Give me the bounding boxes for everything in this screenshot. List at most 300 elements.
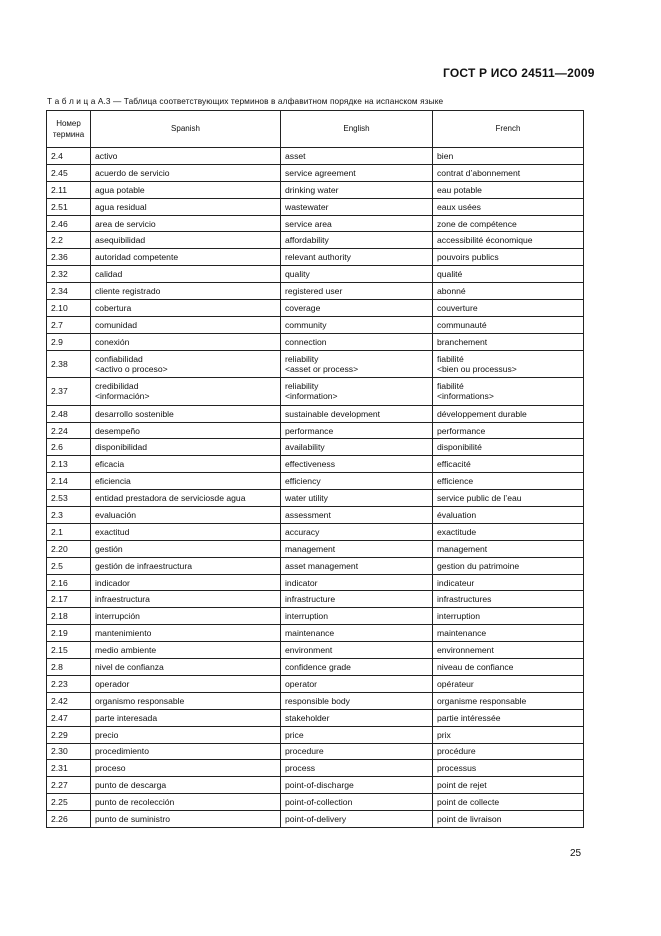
column-header-french: French xyxy=(433,111,584,148)
term-text: efficiency xyxy=(285,476,321,487)
english-term-cell xyxy=(281,490,433,507)
table-row xyxy=(47,148,584,165)
table-row xyxy=(47,794,584,811)
table-row xyxy=(47,405,584,422)
french-term-cell xyxy=(433,642,584,659)
term-text: agua residual xyxy=(95,201,147,212)
table-row xyxy=(47,456,584,473)
table-row xyxy=(47,283,584,300)
term-text: point de rejet xyxy=(437,780,487,791)
french-term-cell xyxy=(433,148,584,165)
term-text: <informations> xyxy=(437,391,494,402)
term-text: area de servicio xyxy=(95,218,156,229)
term-number-cell: 2.6 xyxy=(47,439,91,456)
french-term-cell xyxy=(433,794,584,811)
term-number-cell: 2.18 xyxy=(47,608,91,625)
spanish-term-cell xyxy=(91,249,281,266)
term-text: management xyxy=(437,543,488,554)
term-text: point de livraison xyxy=(437,814,502,824)
spanish-term-cell xyxy=(91,625,281,642)
table-row xyxy=(47,523,584,540)
table-row xyxy=(47,316,584,333)
term-text: disponibilidad xyxy=(95,442,148,453)
spanish-term-cell xyxy=(91,642,281,659)
english-term-cell xyxy=(281,266,433,283)
table-row xyxy=(47,692,584,709)
term-text: coverage xyxy=(285,302,321,313)
term-text: precio xyxy=(95,729,119,740)
terms-table xyxy=(46,110,584,828)
table-row xyxy=(47,378,584,406)
term-text: prix xyxy=(437,729,451,740)
spanish-term-cell xyxy=(91,574,281,591)
term-text: point de collecte xyxy=(437,797,500,808)
term-text: indicator xyxy=(285,577,318,588)
table-header-row xyxy=(47,111,584,148)
term-number-cell: 2.10 xyxy=(47,300,91,317)
table-row xyxy=(47,266,584,283)
term-text: wastewater xyxy=(285,201,329,212)
column-header-spanish: Spanish xyxy=(91,111,281,148)
french-term-cell xyxy=(433,608,584,625)
term-number-cell: 2.20 xyxy=(47,540,91,557)
french-term-cell xyxy=(433,760,584,777)
term-text: disponibilité xyxy=(437,442,482,453)
term-text: interrupción xyxy=(95,611,140,622)
term-text: eficacia xyxy=(95,459,125,470)
english-term-cell xyxy=(281,540,433,557)
french-term-cell xyxy=(433,350,584,378)
table-row xyxy=(47,760,584,777)
term-number-cell: 2.26 xyxy=(47,811,91,828)
english-term-cell xyxy=(281,422,433,439)
spanish-term-cell xyxy=(91,675,281,692)
french-term-cell xyxy=(433,439,584,456)
term-text: <asset or process> xyxy=(285,363,359,374)
french-term-cell xyxy=(433,283,584,300)
english-term-cell xyxy=(281,659,433,676)
spanish-term-cell xyxy=(91,794,281,811)
term-text: efficacité xyxy=(437,459,471,470)
french-term-cell xyxy=(433,316,584,333)
spanish-term-cell xyxy=(91,557,281,574)
column-header-number-line1: Номер xyxy=(56,119,81,128)
term-text: fiabilité xyxy=(437,381,464,392)
table-row xyxy=(47,709,584,726)
term-text: activo xyxy=(95,150,118,161)
french-term-cell xyxy=(433,557,584,574)
term-number-cell: 2.38 xyxy=(47,350,91,378)
table-row xyxy=(47,540,584,557)
english-term-cell xyxy=(281,378,433,406)
term-text: indicador xyxy=(95,577,130,588)
spanish-term-cell xyxy=(91,726,281,743)
term-number-cell: 2.47 xyxy=(47,709,91,726)
spanish-term-cell xyxy=(91,422,281,439)
term-number-cell: 2.25 xyxy=(47,794,91,811)
term-text: eau potable xyxy=(437,184,482,195)
term-text: community xyxy=(285,319,327,330)
term-text: mantenimiento xyxy=(95,628,152,639)
spanish-term-cell xyxy=(91,439,281,456)
term-text: couverture xyxy=(437,302,478,313)
english-term-cell xyxy=(281,777,433,794)
english-term-cell xyxy=(281,591,433,608)
term-number-cell: 2.2 xyxy=(47,232,91,249)
french-term-cell xyxy=(433,232,584,249)
english-term-cell xyxy=(281,608,433,625)
term-text: punto de recolección xyxy=(95,797,175,808)
term-text: partie intéressée xyxy=(437,712,501,723)
column-header-number-line2: термина xyxy=(52,130,85,139)
term-text: maintenance xyxy=(285,628,335,639)
spanish-term-cell xyxy=(91,473,281,490)
term-text: calidad xyxy=(95,269,123,280)
english-term-cell xyxy=(281,625,433,642)
term-text: cobertura xyxy=(95,302,132,313)
spanish-term-cell xyxy=(91,333,281,350)
term-number-cell: 2.11 xyxy=(47,181,91,198)
term-number-cell: 2.3 xyxy=(47,507,91,524)
english-term-cell xyxy=(281,249,433,266)
spanish-term-cell xyxy=(91,608,281,625)
term-number-cell: 2.29 xyxy=(47,726,91,743)
table-row xyxy=(47,625,584,642)
french-term-cell xyxy=(433,743,584,760)
term-text: environnement xyxy=(437,645,494,656)
spanish-term-cell xyxy=(91,405,281,422)
table-row xyxy=(47,181,584,198)
english-term-cell xyxy=(281,164,433,181)
english-term-cell xyxy=(281,439,433,456)
french-term-cell xyxy=(433,507,584,524)
table-row xyxy=(47,422,584,439)
term-text: interruption xyxy=(437,611,480,622)
term-text: fiabilité xyxy=(437,353,464,364)
term-text: indicateur xyxy=(437,577,475,588)
english-term-cell xyxy=(281,215,433,232)
table-row xyxy=(47,591,584,608)
english-term-cell xyxy=(281,523,433,540)
term-text: parte interesada xyxy=(95,712,158,723)
french-term-cell xyxy=(433,490,584,507)
english-term-cell xyxy=(281,574,433,591)
term-text: opérateur xyxy=(437,678,474,689)
term-text: registered user xyxy=(285,286,343,297)
french-term-cell xyxy=(433,523,584,540)
french-term-cell xyxy=(433,198,584,215)
term-text: maintenance xyxy=(437,628,487,639)
term-text: comunidad xyxy=(95,319,138,330)
table-row xyxy=(47,743,584,760)
table-row xyxy=(47,811,584,828)
term-text: efficience xyxy=(437,476,474,487)
french-term-cell xyxy=(433,266,584,283)
term-text: <information> xyxy=(285,391,338,402)
term-text: confidence grade xyxy=(285,661,351,672)
term-text: process xyxy=(285,763,316,774)
term-number-cell: 2.13 xyxy=(47,456,91,473)
term-text: cliente registrado xyxy=(95,286,161,297)
french-term-cell xyxy=(433,709,584,726)
english-term-cell xyxy=(281,675,433,692)
term-text: medio ambiente xyxy=(95,645,157,656)
english-term-cell xyxy=(281,473,433,490)
french-term-cell xyxy=(433,422,584,439)
spanish-term-cell xyxy=(91,777,281,794)
term-text: gestión de infraestructura xyxy=(95,560,192,571)
term-text: responsible body xyxy=(285,695,350,706)
term-text: autoridad competente xyxy=(95,252,179,263)
term-text: connection xyxy=(285,336,327,347)
spanish-term-cell xyxy=(91,283,281,300)
term-text: bien xyxy=(437,150,454,161)
column-header-english: English xyxy=(281,111,433,148)
french-term-cell xyxy=(433,456,584,473)
term-text: operator xyxy=(285,678,318,689)
term-number-cell: 2.45 xyxy=(47,164,91,181)
term-text: asequibilidad xyxy=(95,235,146,246)
term-text: water utility xyxy=(285,493,328,504)
term-text: développement durable xyxy=(437,408,527,419)
term-text: availability xyxy=(285,442,325,453)
table-row xyxy=(47,642,584,659)
english-term-cell xyxy=(281,316,433,333)
term-number-cell: 2.16 xyxy=(47,574,91,591)
english-term-cell xyxy=(281,283,433,300)
english-term-cell xyxy=(281,181,433,198)
table-row xyxy=(47,507,584,524)
spanish-term-cell xyxy=(91,456,281,473)
term-text: reliability xyxy=(285,381,319,392)
french-term-cell xyxy=(433,777,584,794)
french-term-cell xyxy=(433,333,584,350)
term-text: assessment xyxy=(285,509,331,520)
term-number-cell: 2.24 xyxy=(47,422,91,439)
term-text: <información> xyxy=(95,391,150,402)
term-text: point-of-collection xyxy=(285,797,353,808)
term-number-cell: 2.17 xyxy=(47,591,91,608)
french-term-cell xyxy=(433,726,584,743)
term-text: contrat d’abonnement xyxy=(437,167,521,178)
term-text: quality xyxy=(285,269,310,280)
english-term-cell xyxy=(281,333,433,350)
spanish-term-cell xyxy=(91,760,281,777)
term-text: procédure xyxy=(437,746,476,757)
spanish-term-cell xyxy=(91,198,281,215)
term-number-cell: 2.27 xyxy=(47,777,91,794)
term-text: <bien ou processus> xyxy=(437,363,517,374)
term-text: gestion du patrimoine xyxy=(437,560,520,571)
english-term-cell xyxy=(281,507,433,524)
term-text: procedimiento xyxy=(95,746,149,757)
table-row xyxy=(47,608,584,625)
spanish-term-cell xyxy=(91,350,281,378)
term-text: accessibilité économique xyxy=(437,235,533,246)
term-text: <activo o proceso> xyxy=(95,363,168,374)
term-text: sustainable development xyxy=(285,408,381,419)
page-number: 25 xyxy=(570,848,582,859)
term-text: service public de l’eau xyxy=(437,493,522,504)
table-row xyxy=(47,164,584,181)
term-text: organismo responsable xyxy=(95,695,185,706)
english-term-cell xyxy=(281,557,433,574)
term-number-cell: 2.30 xyxy=(47,743,91,760)
term-text: environment xyxy=(285,645,333,656)
term-text: effectiveness xyxy=(285,459,336,470)
term-number-cell: 2.4 xyxy=(47,148,91,165)
term-number-cell: 2.5 xyxy=(47,557,91,574)
english-term-cell xyxy=(281,709,433,726)
term-text: desempeño xyxy=(95,425,140,436)
spanish-term-cell xyxy=(91,181,281,198)
term-text: exactitud xyxy=(95,526,130,537)
term-text: évaluation xyxy=(437,509,477,520)
term-number-cell: 2.48 xyxy=(47,405,91,422)
french-term-cell xyxy=(433,378,584,406)
term-text: interruption xyxy=(285,611,328,622)
english-term-cell xyxy=(281,405,433,422)
term-text: niveau de confiance xyxy=(437,661,514,672)
table-row xyxy=(47,777,584,794)
spanish-term-cell xyxy=(91,148,281,165)
term-text: pouvoirs publics xyxy=(437,252,499,263)
english-term-cell xyxy=(281,794,433,811)
spanish-term-cell xyxy=(91,232,281,249)
term-number-cell: 2.19 xyxy=(47,625,91,642)
term-text: service agreement xyxy=(285,167,356,178)
table-row xyxy=(47,473,584,490)
term-text: procedure xyxy=(285,746,324,757)
english-term-cell xyxy=(281,811,433,828)
term-number-cell: 2.23 xyxy=(47,675,91,692)
term-text: conexión xyxy=(95,336,130,347)
term-text: exactitude xyxy=(437,526,477,537)
english-term-cell xyxy=(281,692,433,709)
spanish-term-cell xyxy=(91,507,281,524)
term-text: entidad prestadora de serviciosde agua xyxy=(95,493,246,504)
spanish-term-cell xyxy=(91,300,281,317)
english-term-cell xyxy=(281,148,433,165)
french-term-cell xyxy=(433,591,584,608)
term-text: relevant authority xyxy=(285,252,351,263)
term-text: zone de compétence xyxy=(437,218,517,229)
table-row xyxy=(47,574,584,591)
french-term-cell xyxy=(433,625,584,642)
table-row xyxy=(47,300,584,317)
term-text: qualité xyxy=(437,269,463,280)
term-number-cell: 2.53 xyxy=(47,490,91,507)
term-text: eaux usées xyxy=(437,201,481,212)
term-number-cell: 2.51 xyxy=(47,198,91,215)
spanish-term-cell xyxy=(91,523,281,540)
term-text: point-of-discharge xyxy=(285,780,354,791)
term-text: asset management xyxy=(285,560,359,571)
english-term-cell xyxy=(281,743,433,760)
term-text: reliability xyxy=(285,353,319,364)
term-text: acuerdo de servicio xyxy=(95,167,170,178)
term-text: communauté xyxy=(437,319,487,330)
spanish-term-cell xyxy=(91,164,281,181)
french-term-cell xyxy=(433,249,584,266)
spanish-term-cell xyxy=(91,540,281,557)
term-text: processus xyxy=(437,763,477,774)
term-number-cell: 2.8 xyxy=(47,659,91,676)
english-term-cell xyxy=(281,198,433,215)
french-term-cell xyxy=(433,300,584,317)
english-term-cell xyxy=(281,456,433,473)
term-text: infrastructure xyxy=(285,594,336,605)
french-term-cell xyxy=(433,164,584,181)
english-term-cell xyxy=(281,760,433,777)
spanish-term-cell xyxy=(91,709,281,726)
table-row xyxy=(47,675,584,692)
term-text: proceso xyxy=(95,763,126,774)
french-term-cell xyxy=(433,215,584,232)
term-text: drinking water xyxy=(285,184,339,195)
term-number-cell: 2.32 xyxy=(47,266,91,283)
document-id: ГОСТ Р ИСО 24511—2009 xyxy=(443,66,595,80)
term-text: infrastructures xyxy=(437,594,492,605)
english-term-cell xyxy=(281,232,433,249)
french-term-cell xyxy=(433,659,584,676)
french-term-cell xyxy=(433,540,584,557)
table-row xyxy=(47,198,584,215)
english-term-cell xyxy=(281,350,433,378)
term-text: price xyxy=(285,729,304,740)
term-text: operador xyxy=(95,678,130,689)
french-term-cell xyxy=(433,692,584,709)
table-row xyxy=(47,215,584,232)
term-text: stakeholder xyxy=(285,712,330,723)
term-text: management xyxy=(285,543,336,554)
term-text: performance xyxy=(285,425,334,436)
english-term-cell xyxy=(281,300,433,317)
table-row xyxy=(47,726,584,743)
term-text: confiabilidad xyxy=(95,353,143,364)
term-number-cell: 2.9 xyxy=(47,333,91,350)
spanish-term-cell xyxy=(91,811,281,828)
term-text: organisme responsable xyxy=(437,695,527,706)
table-row xyxy=(47,439,584,456)
table-row xyxy=(47,333,584,350)
table-row xyxy=(47,659,584,676)
column-header-number xyxy=(47,111,91,148)
term-text: service area xyxy=(285,218,332,229)
term-number-cell: 2.46 xyxy=(47,215,91,232)
term-number-cell: 2.34 xyxy=(47,283,91,300)
term-number-cell: 2.14 xyxy=(47,473,91,490)
term-text: evaluación xyxy=(95,509,137,520)
english-term-cell xyxy=(281,726,433,743)
term-text: credibilidad xyxy=(95,381,139,392)
french-term-cell xyxy=(433,405,584,422)
term-text: asset xyxy=(285,150,306,161)
term-text: eficiencia xyxy=(95,476,131,487)
spanish-term-cell xyxy=(91,378,281,406)
term-number-cell: 2.37 xyxy=(47,378,91,406)
english-term-cell xyxy=(281,642,433,659)
spanish-term-cell xyxy=(91,743,281,760)
term-text: affordability xyxy=(285,235,329,246)
term-text: punto de descarga xyxy=(95,780,167,791)
table-row xyxy=(47,232,584,249)
table-row xyxy=(47,249,584,266)
term-number-cell: 2.15 xyxy=(47,642,91,659)
spanish-term-cell xyxy=(91,591,281,608)
term-number-cell: 2.7 xyxy=(47,316,91,333)
term-number-cell: 2.31 xyxy=(47,760,91,777)
